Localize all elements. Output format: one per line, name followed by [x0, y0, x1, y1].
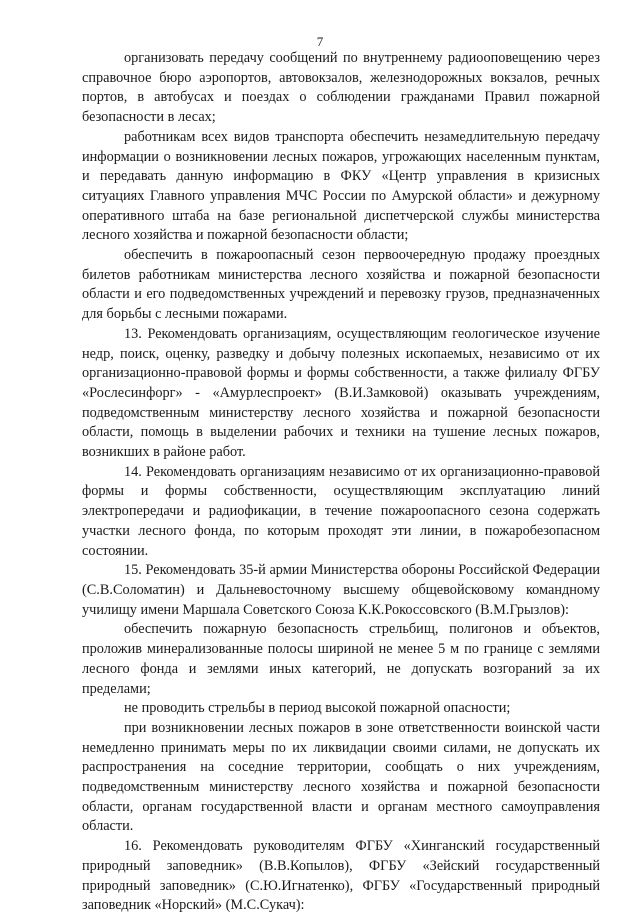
paragraph-3: обеспечить в пожароопасный сезон первоочередную продажу проездных билетов работникам министерства лесного хозяйства и пожарной безопасности области и его подведомственных учреждений и перевозку грузов, предназначенных для борьбы с лесными пожарами.	[82, 247, 600, 323]
paragraph-8: не проводить стрельбы в период высокой пожарной опасности;	[124, 700, 511, 717]
paragraph-4: 13. Рекомендовать организациям, осуществляющим геологическое изучение недр, поиск, оценку, разведку и добычу полезных ископаемых, независимо от их организационно-правовой формы и формы собственности, а также филиалу ФГБУ «Рослесинфорг» - «Амурлеспроект» (В.И.Замковой) оказывать учреждениям, подведомственным министерству лесного хозяйства и пожарной безопасности области, помощь в выделении рабочих и техники на тушение лесных пожаров, возникших в районе работ.	[82, 325, 600, 461]
paragraph-5: 14. Рекомендовать организациям независимо от их организационно-правовой формы и формы собственности, осуществляющим эксплуатацию линий электропередачи и радиофикации, в течение пожароопасного сезона содержать участки лесного фонда, по которым проходят эти линии, в пожаробезопасном состоянии.	[82, 463, 600, 559]
paragraph-7: обеспечить пожарную безопасность стрельбищ, полигонов и объектов, проложив минерализованные полосы шириной не менее 5 м по границе с землями лесного фонда и землями иных категорий, не допускать возгораний за их пределами;	[82, 621, 600, 697]
paragraph-10: 16. Рекомендовать руководителям ФГБУ «Хинганский государственный природный заповедник» (В.В.Копылов), ФГБУ «Зейский государственный природный заповедник» (С.Ю.Игнатенко), ФГБУ «Государственный природный заповедник «Норский» (М.С.Сукач):	[82, 838, 600, 914]
paragraph-9: при возникновении лесных пожаров в зоне ответственности воинской части немедленно принимать меры по их ликвидации своими силами, не допускать их распространения на соседние территории, сообщать о них учреждениям, подведомственным министерству лесного хозяйства и пожарной безопасности области, органам государственной власти и органам местного самоуправления области.	[82, 719, 600, 835]
page-number: 7	[316, 34, 324, 49]
document-body	[82, 49, 600, 916]
paragraph-2: работникам всех видов транспорта обеспечить незамедлительную передачу информации о возникновении лесных пожаров, угрожающих населенным пунктам, и передавать данную информацию в ФКУ «Центр управления в кризисных ситуациях Главного управления МЧС России по Амурской области» и дежурному оперативного штаба на базе региональной диспетчерской службы министерства лесного хозяйства и пожарной безопасности области;	[82, 128, 600, 244]
paragraph-1: организовать передачу сообщений по внутреннему радиооповещению через справочное бюро аэропортов, автовокзалов, железнодорожных вокзалов, речных портов, в автобусах и поездах о соблюдении гражданами Правил пожарной безопасности в лесах;	[82, 50, 600, 126]
paragraph-6: 15. Рекомендовать 35-й армии Министерства обороны Российской Федерации (С.В.Соломатин) и Дальневосточному высшему общевойсковому командному училищу имени Маршала Советского Союза К.К.Рокоссовского (В.М.Грызлов):	[82, 562, 600, 618]
